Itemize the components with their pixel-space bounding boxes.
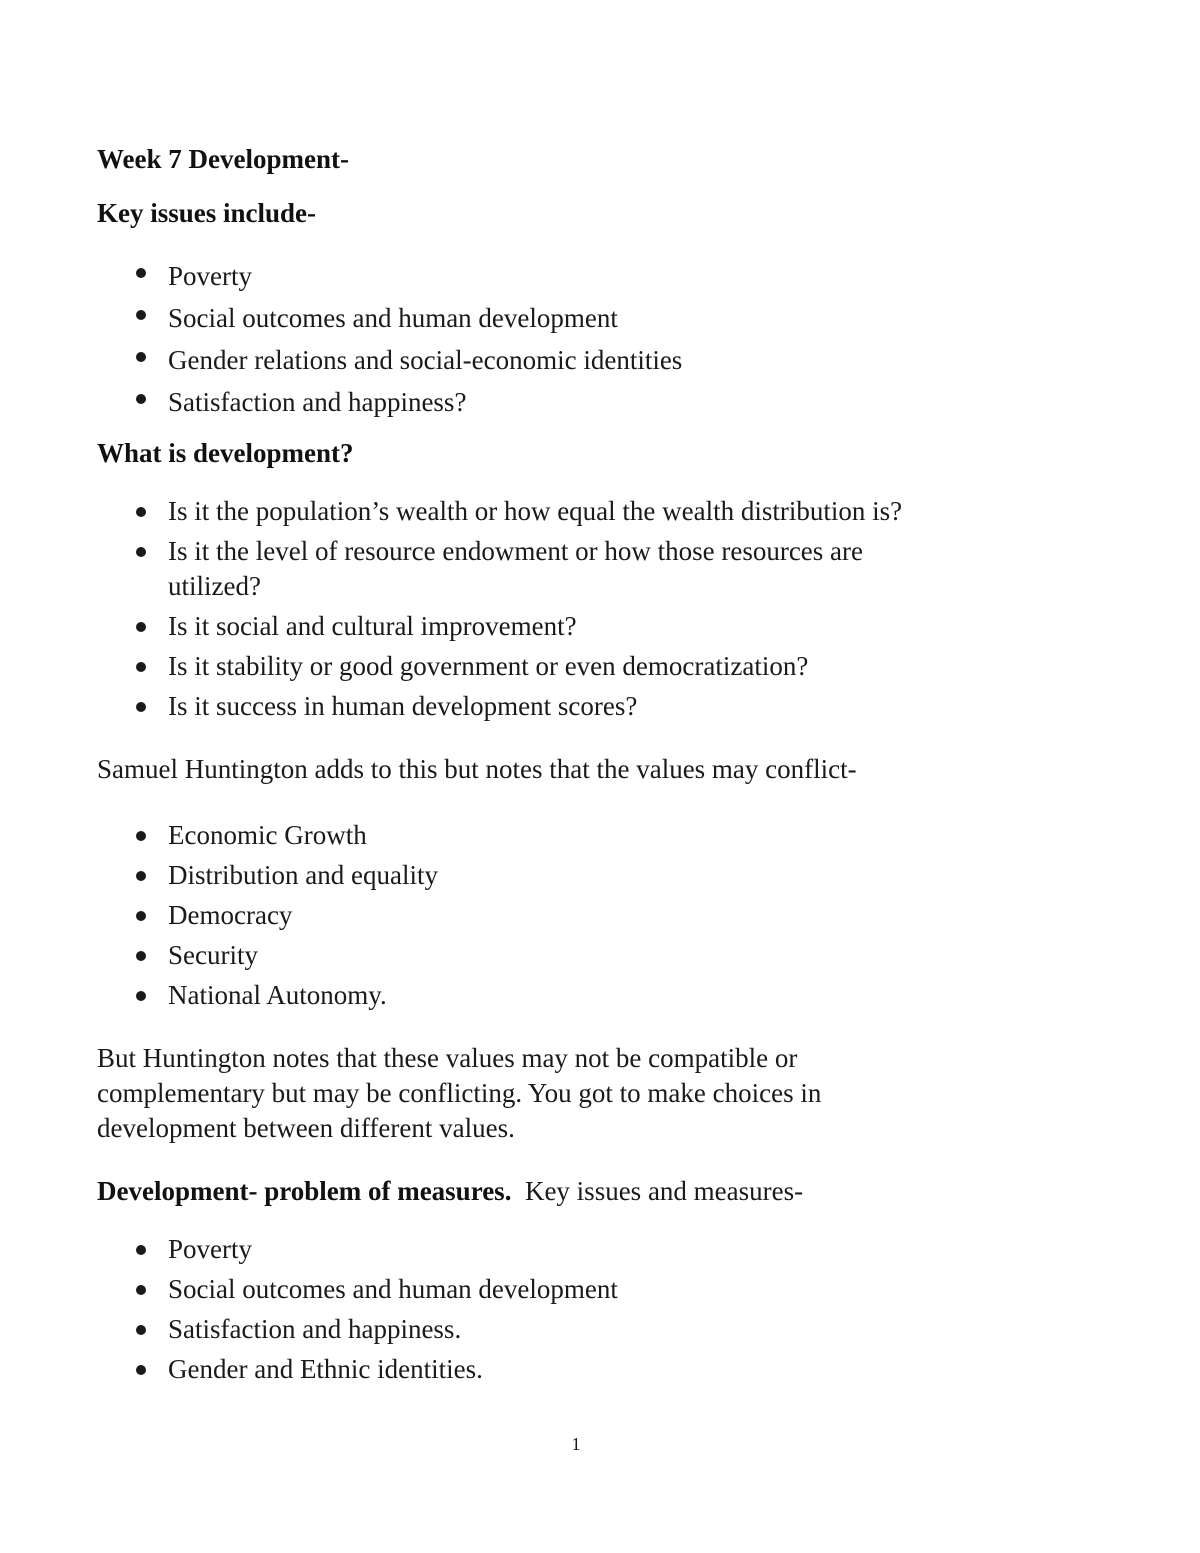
bullet-icon [136, 310, 146, 320]
bullet-icon [136, 1325, 146, 1335]
key-issues-heading: Key issues include- [97, 198, 317, 228]
list-item: Security [97, 938, 1017, 973]
list-item: Satisfaction and happiness? [97, 381, 1017, 423]
list-item: Is it the level of resource endowment or how those resources are utilized? [97, 534, 1017, 604]
bullet-icon [136, 951, 146, 961]
list-item: Economic Growth [97, 818, 1017, 853]
bullet-icon [136, 1245, 146, 1255]
bullet-icon [136, 507, 146, 517]
list-item: National Autonomy. [97, 978, 1017, 1013]
bullet-icon [136, 831, 146, 841]
bullet-icon [136, 394, 146, 404]
list-item: Distribution and equality [97, 858, 1017, 893]
huntington-values-list [97, 818, 1017, 1013]
list-item: Gender and Ethnic identities. [97, 1352, 1017, 1387]
list-item: Social outcomes and human development [97, 297, 1017, 339]
huntington-intro: Samuel Huntington adds to this but notes that the values may conflict- [97, 754, 857, 784]
measures-heading-rest: Key issues and measures- [511, 1176, 804, 1206]
measures-list [97, 1232, 1017, 1387]
list-item: Poverty [97, 255, 1017, 297]
bullet-icon [136, 1285, 146, 1295]
page-number: 1 [571, 1434, 581, 1454]
list-item: Satisfaction and happiness. [97, 1312, 1017, 1347]
what-is-development-heading: What is development? [97, 438, 354, 468]
measures-heading [97, 1174, 1017, 1209]
list-item: Is it the population’s wealth or how equal the wealth distribution is? [97, 494, 1017, 529]
what-is-development-list [97, 494, 1017, 724]
bullet-icon [136, 268, 146, 278]
key-issues-list [97, 255, 1017, 423]
list-item: Gender relations and social-economic identities [97, 339, 1017, 381]
list-item: Is it stability or good government or even democratization? [97, 649, 1017, 684]
list-item: Social outcomes and human development [97, 1272, 1017, 1307]
huntington-note: But Huntington notes that these values may not be compatible or complementary but may be conflicting. You got to make choices in development between different values. [97, 1043, 822, 1143]
bullet-icon [136, 702, 146, 712]
list-item: Democracy [97, 898, 1017, 933]
bullet-icon [136, 547, 146, 557]
bullet-icon [136, 871, 146, 881]
document-title: Week 7 Development- [97, 144, 349, 174]
bullet-icon [136, 911, 146, 921]
bullet-icon [136, 1365, 146, 1375]
list-item: Is it social and cultural improvement? [97, 609, 1017, 644]
measures-heading-bold: Development- problem of measures. [97, 1176, 512, 1206]
bullet-icon [136, 622, 146, 632]
bullet-icon [136, 352, 146, 362]
list-item: Is it success in human development scores? [97, 689, 1017, 724]
list-item: Poverty [97, 1232, 1017, 1267]
bullet-icon [136, 991, 146, 1001]
bullet-icon [136, 662, 146, 672]
